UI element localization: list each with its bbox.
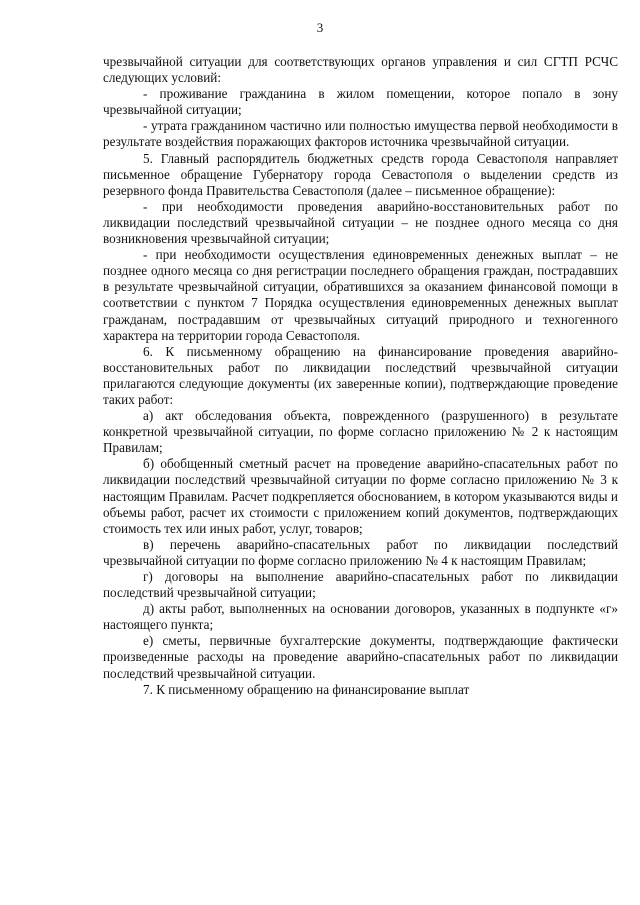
paragraph-living-condition: - проживание гражданина в жилом помещении, которое попало в зону чрезвычайной ситуации; <box>103 86 618 118</box>
paragraph-item-6a: а) акт обследования объекта, поврежденного (разрушенного) в результате конкретной чрезвычайной ситуации, по форме согласно приложению № 2 к настоящим Правилам; <box>103 408 618 456</box>
paragraph-item-6d: д) акты работ, выполненных на основании договоров, указанных в подпункте «г» настоящего пункта; <box>103 601 618 633</box>
paragraph-property-loss: - утрата гражданином частично или полностью имущества первой необходимости в результате воздействия поражающих факторов источника чрезвычайной ситуации. <box>103 118 618 150</box>
paragraph-item-5: 5. Главный распорядитель бюджетных средств города Севастополя направляет письменное обращение Губернатору города Севастополя о выделении средств из резервного фонда Правительства Севастополя (далее – письменное обращение): <box>103 150 618 198</box>
paragraph-item-6: 6. К письменному обращению на финансирование проведения аварийно-восстановительных работ по ликвидации последствий чрезвычайной ситуации прилагаются следующие документы (их заверенные копии), подтверждающие проведение таких работ: <box>103 343 618 407</box>
document-body <box>103 54 618 698</box>
paragraph-payments-deadline: - при необходимости осуществления единовременных денежных выплат – не позднее одного месяца со дня регистрации последнего обращения граждан, пострадавших в результате чрезвычайной ситуации, обратившихся за оказанием финансовой помощи в соответствии с пунктом 7 Порядка осуществления единовременных денежных выплат гражданам, пострадавшим от чрезвычайных ситуаций природного и техногенного характера на территории города Севастополя. <box>103 247 618 343</box>
paragraph-continuation: чрезвычайной ситуации для соответствующих органов управления и сил СГТП РСЧС следующих условий: <box>103 54 618 86</box>
page-number: 3 <box>316 20 324 35</box>
paragraph-item-7: 7. К письменному обращению на финансирование выплат <box>143 681 470 697</box>
paragraph-item-6b: б) обобщенный сметный расчет на проведение аварийно-спасательных работ по ликвидации последствий чрезвычайной ситуации по форме согласно приложению № 3 к настоящим Правилам. Расчет подкрепляется обоснованием, в котором указываются виды и объемы работ, расчет их стоимости с приложением копий документов, подтверждающих стоимость тех или иных работ, услуг, товаров; <box>103 456 618 536</box>
paragraph-item-6v: в) перечень аварийно-спасательных работ по ликвидации последствий чрезвычайной ситуации по форме согласно приложению № 4 к настоящим Правилам; <box>103 536 618 568</box>
paragraph-item-6g: г) договоры на выполнение аварийно-спасательных работ по ликвидации последствий чрезвычайной ситуации; <box>103 569 618 601</box>
paragraph-restoration-deadline: - при необходимости проведения аварийно-восстановительных работ по ликвидации последствий чрезвычайной ситуации – не позднее одного месяца со дня возникновения чрезвычайной ситуации; <box>103 198 618 247</box>
paragraph-item-6e: е) сметы, первичные бухгалтерские документы, подтверждающие фактически произведенные расходы на проведение аварийно-спасательных работ по ликвидации последствий чрезвычайной ситуации. <box>103 633 618 681</box>
